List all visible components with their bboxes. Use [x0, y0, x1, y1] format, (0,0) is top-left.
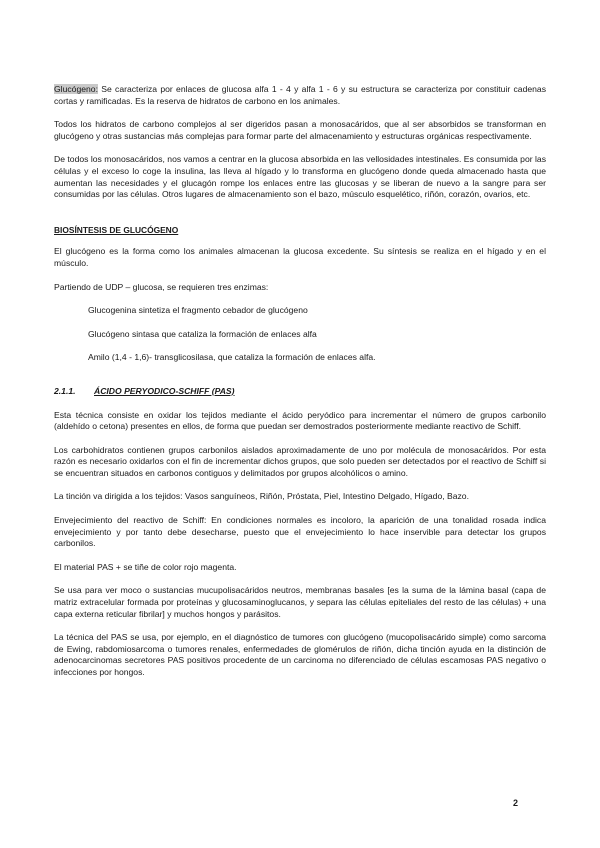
paragraph-udp: Partiendo de UDP – glucosa, se requieren tres enzimas:: [54, 281, 269, 292]
paragraph-tecnica: Esta técnica consiste en oxidar los tejidos mediante el ácido peryódico para incrementar el número de grupos carbonilo (aldehído o cetona) presentes en ellos, de forma que puedan ser demostrados posteriormente mediante reactivo de Schiff.: [54, 409, 546, 432]
paragraph-monosacaridos: De todos los monosacáridos, nos vamos a centrar en la glucosa absorbida en las vellosidades intestinales. Es consumida por las células y el exceso lo coge la insulina, las lleva al hígado y lo transforma en glucógeno donde queda almacenado hasta que aumentan las necesidades y el glucagón rompe los enlaces entre las glucosas y se liberan de nuevo a la sangre para ser consumidas por las células. Otros lugares de almacenamiento son el bazo, músculo esquelético, riñón, corazón, ovarios, etc.: [54, 154, 546, 200]
document-page: [54, 84, 546, 679]
paragraph-material-pas: El material PAS + se tiñe de color rojo magenta.: [54, 561, 237, 572]
enzyme-item: Amilo (1,4 - 1,6)- transglicosilasa, que cataliza la formación de enlaces alfa.: [88, 352, 376, 363]
paragraph-glucogeno-forma: El glucógeno es la forma como los animales almacenan la glucosa excedente. Su síntesis se realiza en el hígado y en el músculo.: [54, 246, 546, 268]
paragraph-tincion: La tinción va dirigida a los tejidos: Vasos sanguíneos, Riñón, Próstata, Piel, Intestino Delgado, Hígado, Bazo.: [54, 491, 469, 502]
section-number: 2.1.1.: [54, 385, 76, 396]
highlighted-term: Glucógeno:: [54, 84, 98, 94]
enzyme-item: Glucógeno sintasa que cataliza la formación de enlaces alfa: [88, 328, 317, 339]
paragraph-diagnostico: La técnica del PAS se usa, por ejemplo, en el diagnóstico de tumores con glucógeno (mucopolisacárido simple) como sarcoma de Ewing, rabdomiosarcoma o tumores renales, enfermedades de glomérulos de riñón, dicha tinción ayuda en la distinción de adenocarcinomas secretores PAS positivos procedente de un carcinoma no diferenciado de células escamosas PAS negativo o infecciones por hongos.: [54, 632, 546, 677]
paragraph-envejecimiento: Envejecimiento del reactivo de Schiff: En condiciones normales es incoloro, la aparición de una tonalidad rosada indica envejecimiento y por tanto debe desecharse, puesto que el envejecimiento lo hace inservible para detectar los grupos carbonilos.: [54, 515, 546, 549]
paragraph-carbohidratos: Los carbohidratos contienen grupos carbonilos aislados aproximadamente de uno por molécula de monosacáridos. Por esta razón es necesario oxidarlos con el fin de incrementar dichos grupos, que solo pueden ser detectados por el reactivo de Schiff si se encuentran situados en carbonos contiguos y delimitados por grupos alcohólicos o amino.: [54, 444, 546, 478]
paragraph-moco: Se usa para ver moco o sustancias mucupolisacáridos neutros, membranas basales [es la suma de la lámina basal (capa de matriz extracelular formada por proteínas y glucosaminoglucanos, y separa las células epiteliales del resto de las células) + una capa externa reticular fibrilar] y muchos hongos y parásitos.: [54, 585, 546, 619]
paragraph-text: Se caracteriza por enlaces de glucosa alfa 1 - 4 y alfa 1 - 6 y su estructura se caracteriza por constituir cadenas cortas y ramificadas. Es la reserva de hidratos de carbono en los animales.: [54, 84, 546, 106]
page-number: 2: [512, 798, 518, 808]
section-heading-pas: [54, 386, 546, 398]
paragraph-glucogeno: [54, 84, 546, 107]
section-title: ÁCIDO PERYODICO-SCHIFF (PAS): [94, 385, 235, 396]
heading-biosintesis: BIOSÍNTESIS DE GLUCÓGENO: [54, 224, 179, 235]
paragraph-hidratos: Todos los hidratos de carbono complejos al ser digeridos pasan a monosacáridos, que al ser absorbidos se transforman en glucógeno y otras sustancias más complejas para formar parte del almacenamiento y estructuras orgánicas respectivamente.: [54, 119, 546, 141]
enzyme-item: Glucogenina sintetiza el fragmento cebador de glucógeno: [88, 305, 308, 316]
